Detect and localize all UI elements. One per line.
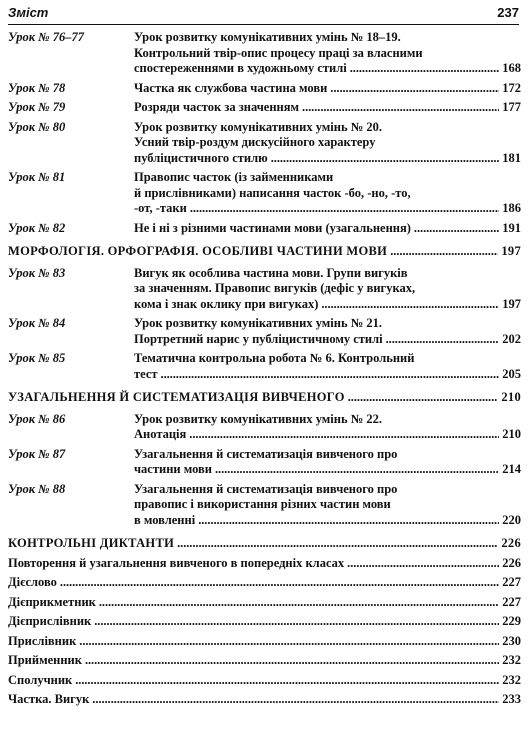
leader-dots [85, 653, 499, 669]
page-number: 232 [502, 672, 521, 687]
leader-dots [390, 244, 498, 260]
page-number: 230 [502, 633, 521, 648]
lesson-number: Урок № 78 [8, 80, 66, 95]
entry-line: й прислівниками) написання часток -бо, -но, -то, [134, 185, 411, 200]
page-number: 210 [501, 390, 521, 404]
page-number: 226 [502, 555, 521, 570]
entry-text: Дієслово [8, 575, 57, 589]
leader-dots [215, 462, 499, 478]
leader-dots [330, 81, 499, 97]
entry-line: Урок розвитку комунікативних умінь № 22. [134, 411, 383, 426]
leader-dots [350, 61, 500, 77]
entry-line: Узагальнення й систематизація вивченого про [134, 446, 398, 461]
entry-line: -от, -таки [134, 201, 187, 215]
entry-line: Вигук як особлива частина мови. Групи вигуків [134, 265, 408, 280]
leader-dots [75, 673, 499, 689]
leader-dots [189, 427, 499, 443]
header-page-number: 237 [497, 5, 519, 20]
toc-plain-entry[interactable] [8, 556, 521, 572]
page-number: 226 [501, 536, 521, 550]
toc-entry-86[interactable] [8, 412, 521, 443]
toc-plain-entry[interactable] [8, 614, 521, 630]
entry-text: Повторення й узагальнення вивченого в попередніх класах [8, 555, 345, 570]
leader-dots [414, 221, 499, 237]
section-heading-morphology[interactable] [8, 244, 521, 260]
toc-plain-entry[interactable] [8, 653, 521, 669]
entry-line: Правопис часток (із займенниками [134, 170, 334, 184]
leader-dots [386, 332, 500, 348]
page-number: 181 [502, 150, 521, 165]
leader-dots [271, 151, 500, 167]
entry-line: за значенням. Правопис вигуків (дефіс у вигуках, [134, 281, 416, 295]
entry-line: Не і ні з різними частинами мови (узагальнення) [134, 220, 411, 235]
leader-dots [161, 367, 500, 383]
entry-text: Сполучник [8, 672, 73, 687]
toc-plain-entry[interactable] [8, 634, 521, 650]
leader-dots [321, 297, 499, 313]
toc-entry-76-77[interactable] [8, 30, 521, 77]
toc-plain-entry[interactable] [8, 575, 521, 591]
leader-dots [99, 595, 499, 611]
entry-line: тест [134, 366, 158, 381]
lesson-number: Урок № 88 [8, 481, 66, 496]
entry-line: Урок розвитку комунікативних умінь № 18–19. [134, 30, 401, 44]
entry-text: Дієприкметник [8, 594, 96, 609]
section-heading-dictations[interactable] [8, 536, 521, 552]
entry-line: Контрольний твір-опис процесу праці за власними [134, 45, 423, 60]
lesson-number: Урок № 81 [8, 170, 66, 184]
entry-line: спостереженнями в художньому стилі [134, 61, 347, 75]
entry-line: Урок розвитку комунікативних умінь № 20. [134, 119, 383, 134]
entry-text: Прислівник [8, 633, 77, 648]
entry-text: Дієприслівник [8, 614, 92, 628]
lesson-number: Урок № 80 [8, 119, 66, 134]
page-number: 229 [502, 614, 521, 628]
toc-entry-85[interactable] [8, 351, 521, 382]
header-section-title: Зміст [8, 5, 49, 20]
page-number: 172 [502, 80, 521, 95]
entry-line: Частка як службова частина мови [134, 80, 328, 95]
page-number: 227 [502, 594, 521, 609]
leader-dots [60, 575, 499, 591]
toc-entry-88[interactable] [8, 482, 521, 529]
entry-line: Узагальнення й систематизація вивченого про [134, 481, 398, 496]
lesson-number: Урок № 84 [8, 316, 66, 330]
leader-dots [348, 390, 499, 406]
leader-dots [92, 692, 499, 708]
table-of-contents [8, 30, 521, 708]
page-number: 186 [502, 201, 521, 215]
page-number: 168 [502, 61, 521, 75]
lesson-number: Урок № 82 [8, 220, 66, 235]
lesson-number: Урок № 87 [8, 446, 66, 461]
leader-dots [177, 536, 498, 552]
entry-line: Портретний нарис у публіцистичному стилі [134, 331, 383, 346]
toc-entry-81[interactable] [8, 170, 521, 217]
running-header [8, 0, 519, 25]
entry-text: Прийменник [8, 653, 82, 667]
page-number: 177 [502, 100, 521, 114]
toc-entry-83[interactable] [8, 266, 521, 313]
toc-entry-87[interactable] [8, 447, 521, 478]
toc-entry-82[interactable] [8, 221, 521, 237]
section-title: КОНТРОЛЬНІ ДИКТАНТИ [8, 536, 175, 550]
lesson-number: Урок № 83 [8, 265, 66, 280]
page-number: 205 [502, 366, 521, 381]
toc-plain-entry[interactable] [8, 595, 521, 611]
toc-entry-79[interactable] [8, 100, 521, 116]
entry-line: Тематична контрольна робота № 6. Контрольний [134, 351, 415, 365]
entry-line: частини мови [134, 462, 212, 476]
entry-line: кома і знак оклику при вигуках) [134, 296, 319, 311]
toc-entry-80[interactable] [8, 120, 521, 167]
leader-dots [190, 201, 499, 217]
page-number: 197 [501, 244, 521, 258]
page-number: 202 [502, 331, 521, 346]
entry-line: Розряди часток за значенням [134, 100, 300, 114]
section-title: МОРФОЛОГІЯ. ОРФОГРАФІЯ. ОСОБЛИВІ ЧАСТИНИ МОВИ [8, 244, 388, 258]
leader-dots [347, 556, 499, 572]
page-number: 191 [502, 220, 521, 235]
page-number: 197 [502, 296, 521, 311]
lesson-number: Урок № 86 [8, 411, 66, 426]
entry-line: правопис і використання різних частин мови [134, 497, 391, 511]
lesson-number: Урок № 79 [8, 100, 66, 114]
toc-entry-84[interactable] [8, 316, 521, 347]
page-number: 233 [502, 692, 521, 706]
leader-dots [94, 614, 499, 630]
toc-entry-78[interactable] [8, 81, 521, 97]
entry-text: Частка. Вигук [8, 692, 90, 706]
entry-line: Усний твір-роздум дискусійного характеру [134, 135, 376, 149]
page-number: 227 [502, 575, 521, 589]
page-number: 220 [502, 512, 521, 527]
entry-line: Урок розвитку комунікативних умінь № 21. [134, 316, 383, 330]
leader-dots [198, 513, 499, 529]
section-title: УЗАГАЛЬНЕННЯ Й СИСТЕМАТИЗАЦІЯ ВИВЧЕНОГО [8, 390, 345, 404]
section-heading-summary[interactable] [8, 390, 521, 406]
leader-dots [79, 634, 499, 650]
page-number: 214 [502, 462, 521, 476]
lesson-number: Урок № 76–77 [8, 30, 84, 44]
entry-line: публіцистичного стилю [134, 150, 268, 165]
lesson-number: Урок № 85 [8, 351, 66, 365]
entry-line: Анотація [134, 427, 187, 441]
page-number: 232 [502, 653, 521, 667]
leader-dots [302, 100, 499, 116]
entry-line: в мовленні [134, 512, 196, 527]
toc-plain-entry[interactable] [8, 673, 521, 689]
toc-plain-entry[interactable] [8, 692, 521, 708]
page-number: 210 [502, 427, 521, 441]
